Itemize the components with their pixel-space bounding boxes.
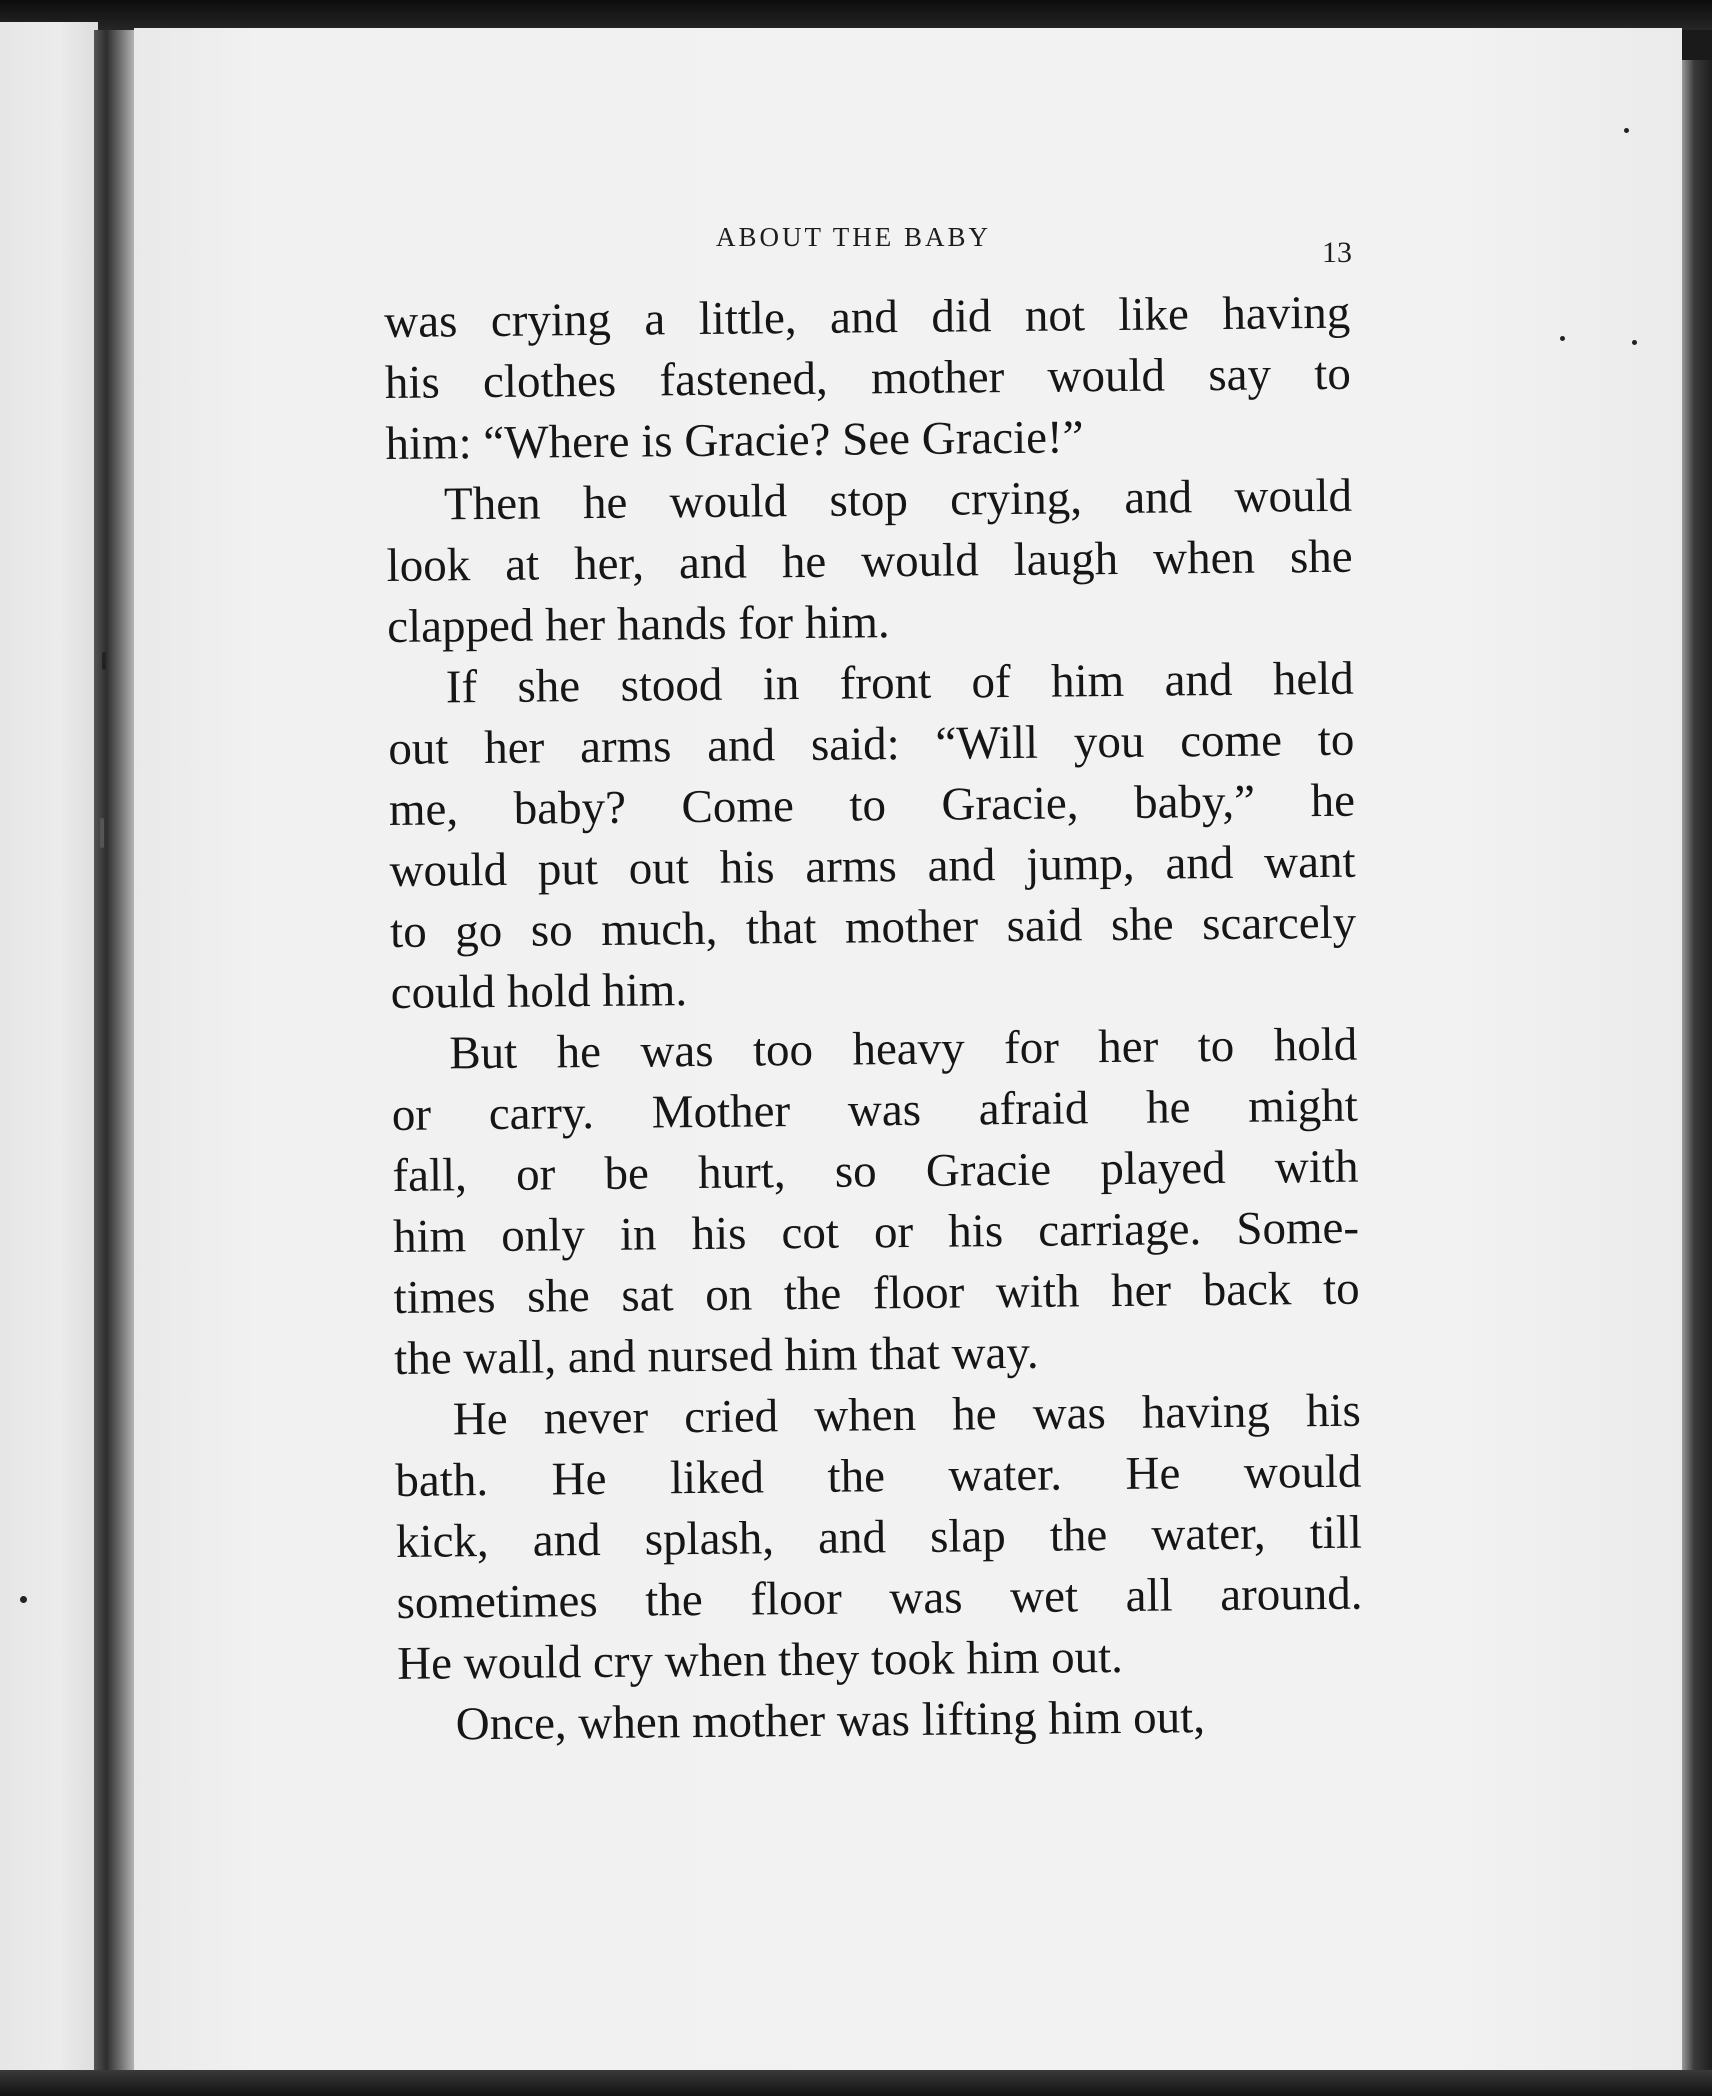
text-line: clapped her hands for him. (386, 596, 890, 653)
dust-speck (1560, 336, 1565, 341)
text-line: kick, and splash, and slap the water, till (395, 1506, 1363, 1568)
text-line: or carry. Mother was afraid he might (391, 1079, 1359, 1141)
text-line: bath. He liked the water. He would (395, 1445, 1362, 1507)
facing-page-edge (0, 22, 98, 2082)
text-line: But he was too heavy for her to hold (449, 1018, 1358, 1080)
text-line: to go so much, that mother said she scarcely (389, 896, 1357, 958)
text-line: would put out his arms and jump, and want (389, 835, 1356, 897)
scan-top-edge (0, 0, 1712, 30)
scan-bottom-edge (0, 2070, 1712, 2096)
page-number: 13 (1322, 236, 1352, 269)
text-line: his clothes fastened, mother would say to (384, 347, 1352, 409)
dust-speck (102, 652, 106, 670)
dust-speck (1632, 340, 1637, 345)
text-line: Then he would stop crying, and would (443, 469, 1353, 531)
text-line: Once, when mother was lifting him out, (455, 1691, 1206, 1751)
page-stack-edge (1682, 60, 1712, 2096)
text-line: fall, or be hurt, so Gracie played with (392, 1140, 1359, 1202)
text-line: could hold him. (390, 964, 688, 1019)
dust-speck (100, 818, 104, 848)
text-line: him: “Where is Gracie? See Gracie!” (385, 411, 1084, 470)
text-line: out her arms and said: “Will you come to (388, 713, 1355, 775)
text-line: me, baby? Come to Gracie, baby,” he (388, 774, 1356, 836)
running-head: ABOUT THE BABY (716, 222, 992, 252)
text-line: sometimes the floor was wet all around. (396, 1567, 1363, 1629)
dust-speck (1624, 128, 1629, 133)
text-line: times she sat on the floor with her back to (393, 1262, 1360, 1324)
text-line: He would cry when they took him out. (396, 1630, 1124, 1690)
body-text (384, 283, 1364, 1756)
dust-speck (20, 1596, 27, 1603)
text-line: was crying a little, and did not like having (384, 286, 1351, 348)
book-gutter (94, 30, 136, 2070)
text-line: him only in his cot or his carriage. Some- (392, 1201, 1360, 1263)
text-line: the wall, and nursed him that way. (393, 1326, 1039, 1385)
text-line: He never cried when he was having his (452, 1384, 1362, 1446)
text-line: look at her, and he would laugh when she (386, 530, 1353, 592)
text-line: If she stood in front of him and held (445, 652, 1355, 714)
